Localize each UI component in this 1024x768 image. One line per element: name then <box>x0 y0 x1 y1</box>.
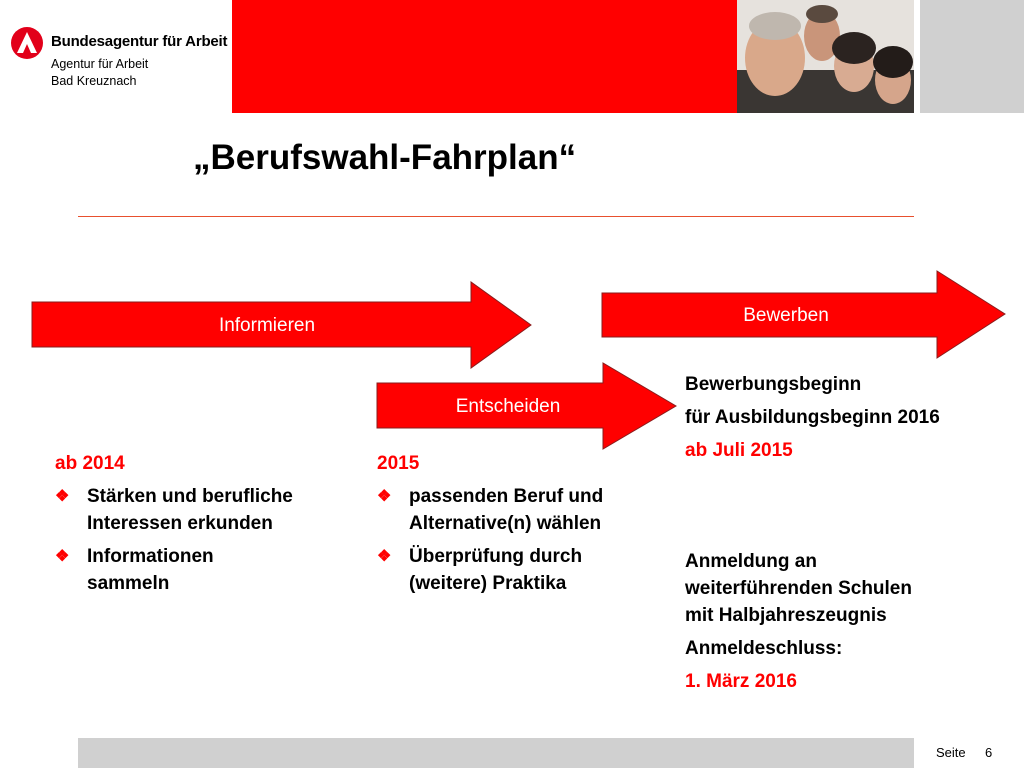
footer-bar <box>78 738 914 768</box>
title-divider <box>78 216 914 217</box>
list-item: ❖ Informationen sammeln <box>55 543 355 597</box>
page-number: 6 <box>985 745 993 760</box>
diamond-bullet-icon: ❖ <box>377 488 392 505</box>
arrow-informieren-label: Informieren <box>218 315 316 336</box>
slide-title: „Berufswahl-Fahrplan“ <box>193 138 577 177</box>
column-heading: ab 2014 <box>55 453 125 474</box>
header-gray-box <box>920 0 1024 113</box>
column-bewerben <box>685 368 1015 467</box>
list-item: ❖ Überprüfung durch (weitere) Praktika <box>377 543 677 597</box>
list-item: ❖ passenden Beruf und Alternative(n) wählen <box>377 483 677 537</box>
org-subtitle: Agentur für Arbeit <box>51 57 149 71</box>
column-schule: Anmeldung an weiterführenden Schulen mit Halbjahreszeugnis Anmeldeschluss: 1. März 2016 <box>685 548 1015 695</box>
header-red-band <box>232 0 737 113</box>
page-label: Seite <box>936 745 966 760</box>
diamond-bullet-icon: ❖ <box>55 488 70 505</box>
arrow-entscheiden-label: Entscheiden <box>455 396 561 417</box>
diamond-bullet-icon: ❖ <box>55 548 70 565</box>
arrow-bewerben-label: Bewerben <box>743 305 829 326</box>
header-photo <box>737 0 914 113</box>
list-item: ❖ Stärken und berufliche Interessen erkunden <box>55 483 355 537</box>
ba-logo-icon <box>10 26 44 60</box>
diamond-bullet-icon: ❖ <box>377 548 392 565</box>
deadline-date: 1. März 2016 <box>685 671 797 692</box>
org-name: Bundesagentur für Arbeit <box>51 33 228 50</box>
application-start: Bewerbungsbeginn <box>685 374 862 395</box>
training-start: für Ausbildungsbeginn 2016 <box>685 407 940 428</box>
org-location: Bad Kreuznach <box>51 74 137 88</box>
application-date: ab Juli 2015 <box>685 440 793 461</box>
column-informieren <box>55 450 355 597</box>
deadline-label: Anmeldeschluss: <box>685 638 843 659</box>
column-entscheiden <box>377 450 677 597</box>
column-heading: 2015 <box>377 453 420 474</box>
